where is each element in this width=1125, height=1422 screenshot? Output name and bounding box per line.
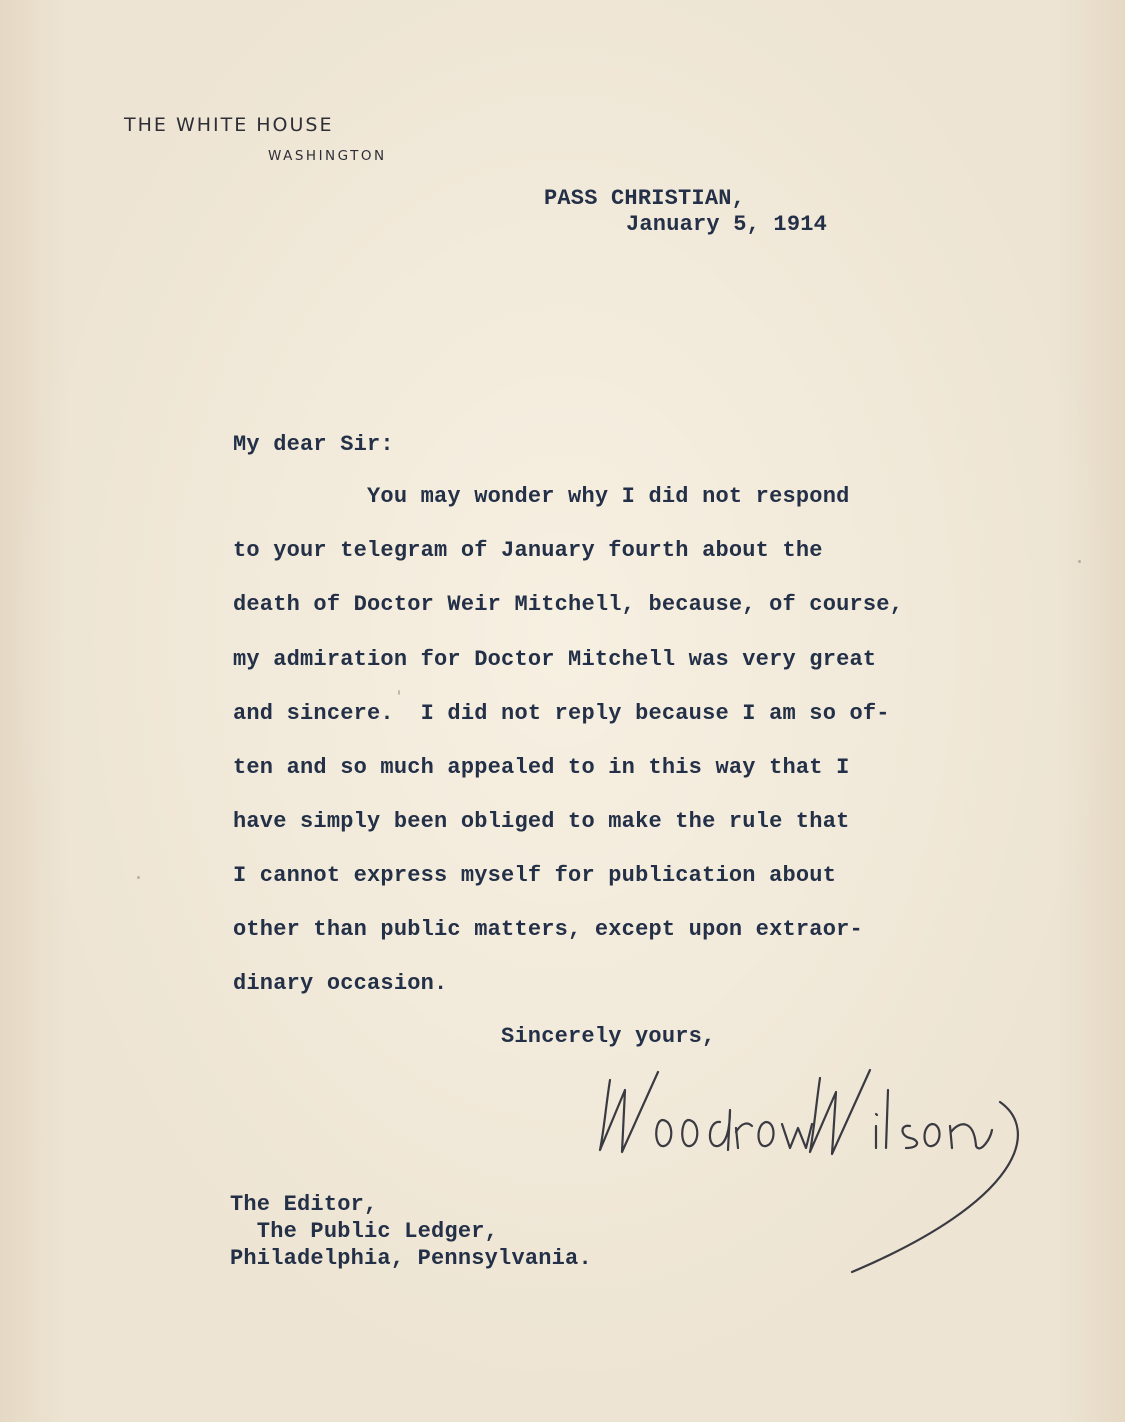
letterhead-institution: THE WHITE HOUSE (124, 114, 334, 136)
paper-speck (137, 876, 140, 879)
paper-speck (398, 690, 400, 695)
body-line: my admiration for Doctor Mitchell was very great (233, 647, 877, 672)
letterhead-city: WASHINGTON (268, 148, 387, 164)
body-line: ten and so much appealed to in this way that I (233, 755, 850, 780)
signature-woodrow-wilson (570, 1050, 1040, 1290)
dateline-date: January 5, 1914 (626, 212, 828, 237)
dateline-place: PASS CHRISTIAN, (544, 186, 746, 211)
paper-speck (1078, 560, 1081, 563)
body-line: dinary occasion. (233, 971, 448, 996)
body-line: death of Doctor Weir Mitchell, because, of course, (233, 592, 904, 617)
salutation: My dear Sir: (233, 432, 394, 457)
body-line: have simply been obliged to make the rule that (233, 809, 850, 834)
recipient-line: Philadelphia, Pennsylvania. (230, 1246, 592, 1271)
body-line: I cannot express myself for publication about (233, 863, 837, 888)
recipient-line: The Public Ledger, (230, 1219, 499, 1244)
body-line: You may wonder why I did not respond (233, 484, 850, 509)
body-line: other than public matters, except upon extraor- (233, 917, 863, 942)
body-line: to your telegram of January fourth about the (233, 538, 823, 563)
closing: Sincerely yours, (501, 1024, 716, 1049)
body-line: and sincere. I did not reply because I am so of- (233, 701, 890, 726)
recipient-line: The Editor, (230, 1192, 378, 1217)
